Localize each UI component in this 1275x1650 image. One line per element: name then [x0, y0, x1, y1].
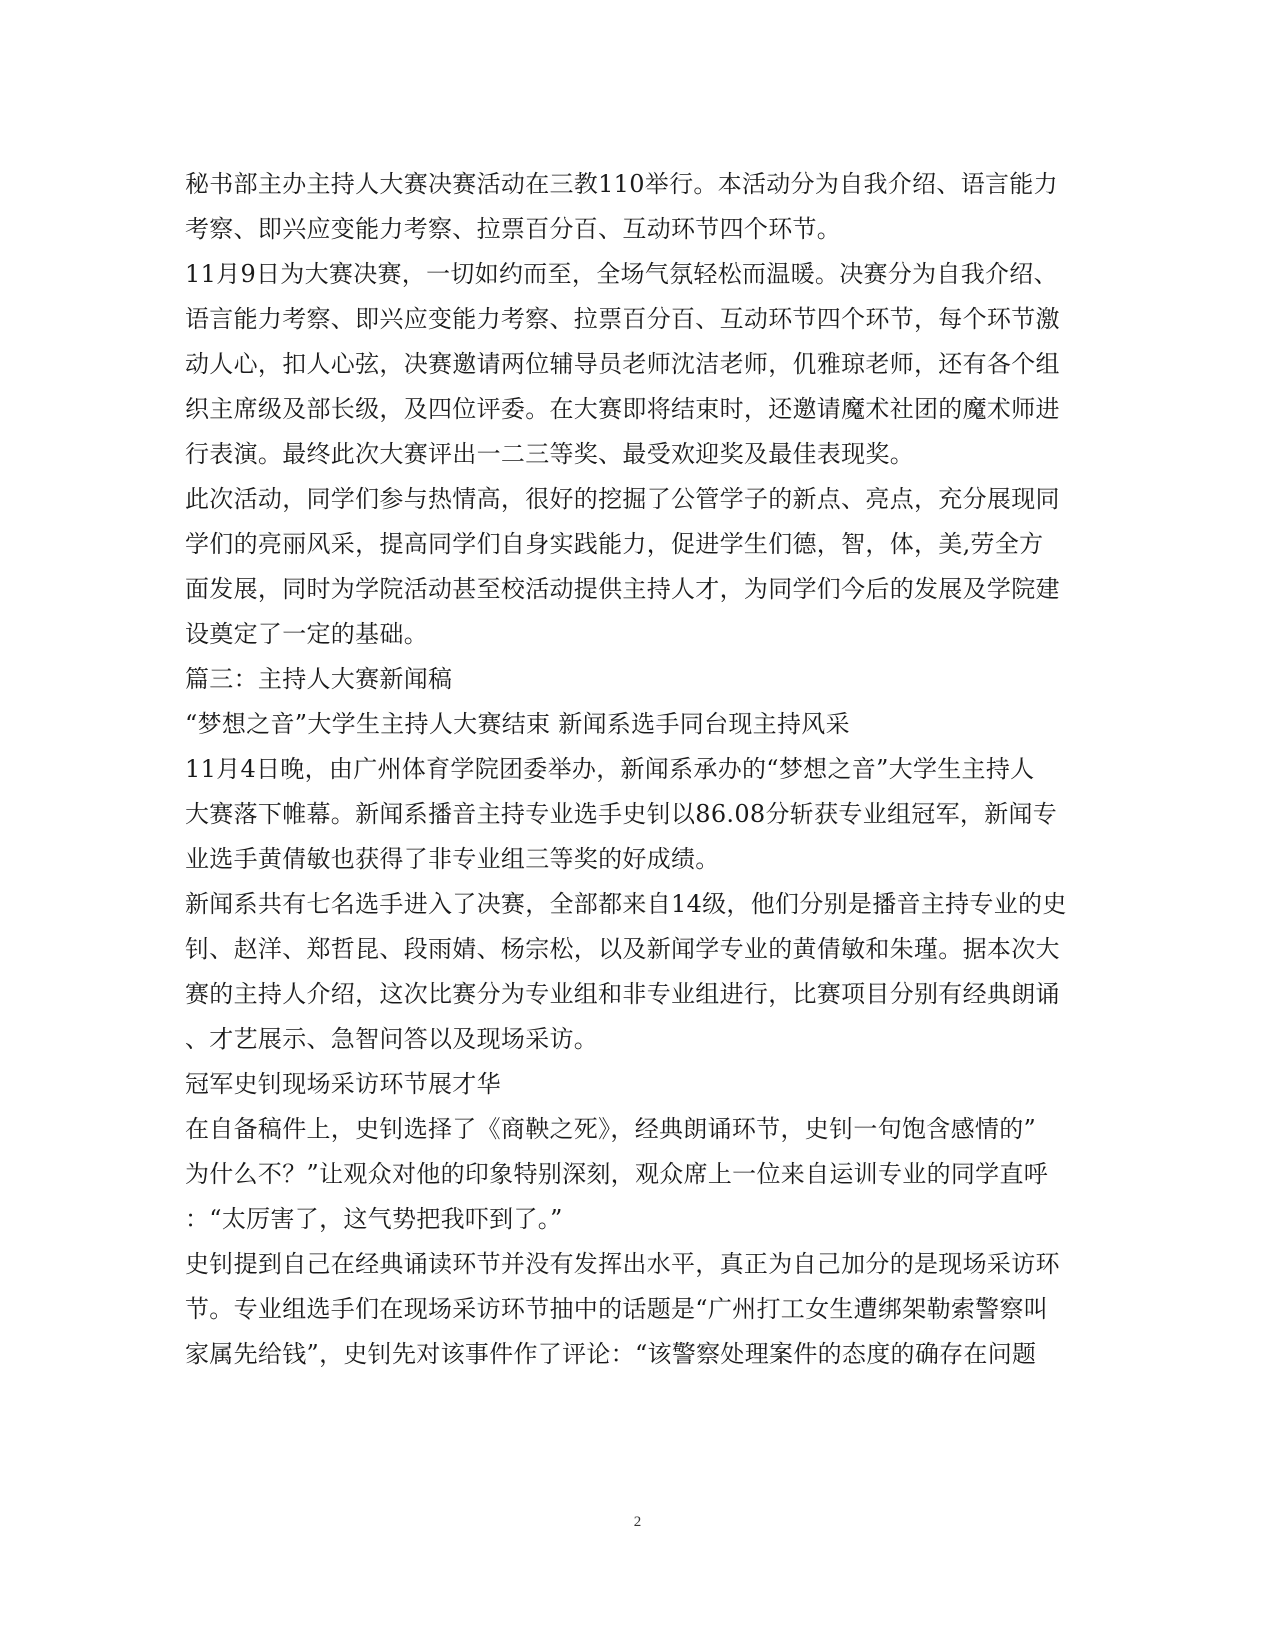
text-line: 11月4日晚，由广州体育学院团委举办，新闻系承办的“梦想之音”大学生主持人 — [185, 755, 1035, 783]
section-heading: 篇三：主持人大赛新闻稿 — [185, 665, 453, 693]
subheading: 冠军史钊现场采访环节展才华 — [185, 1070, 501, 1098]
text-line: 、才艺展示、急智问答以及现场采访。 — [185, 1025, 599, 1053]
text-line: 新闻系共有七名选手进入了决赛，全部都来自14级，他们分别是播音主持专业的史 — [185, 890, 1067, 918]
text-line: 此次活动，同学们参与热情高，很好的挖掘了公管学子的新点、亮点，充分展现同 — [185, 485, 1060, 513]
text-line: 织主席级及部长级，及四位评委。在大赛即将结束时，还邀请魔术社团的魔术师进 — [185, 395, 1060, 423]
text-line: 面发展，同时为学院活动甚至校活动提供主持人才，为同学们今后的发展及学院建 — [185, 575, 1060, 603]
text-line: 节。专业组选手们在现场采访环节抽中的话题是“广州打工女生遭绑架勒索警察叫 — [185, 1295, 1049, 1323]
text-line: 业选手黄倩敏也获得了非专业组三等奖的好成绩。 — [185, 845, 720, 873]
text-line: 设奠定了一定的基础。 — [185, 620, 428, 648]
text-line: 考察、即兴应变能力考察、拉票百分百、互动环节四个环节。 — [185, 215, 842, 243]
text-line: 行表演。最终此次大赛评出一二三等奖、最受欢迎奖及最佳表现奖。 — [185, 440, 914, 468]
text-line: 为什么不？”让观众对他的印象特别深刻，观众席上一位来自运训专业的同学直呼 — [185, 1160, 1049, 1188]
text-line: 学们的亮丽风采，提高同学们自身实践能力，促进学生们德，智，体，美,劳全方 — [185, 530, 1044, 558]
page-number: 2 — [633, 1514, 642, 1530]
text-line: 史钊提到自己在经典诵读环节并没有发挥出水平，真正为自己加分的是现场采访环 — [185, 1250, 1060, 1278]
text-line: 语言能力考察、即兴应变能力考察、拉票百分百、互动环节四个环节，每个环节激 — [185, 305, 1060, 333]
text-line: 大赛落下帷幕。新闻系播音主持专业选手史钊以86.08分斩获专业组冠军，新闻专 — [185, 800, 1058, 828]
article-title: “梦想之音”大学生主持人大赛结束 新闻系选手同台现主持风采 — [185, 710, 850, 738]
text-line: 家属先给钱”，史钊先对该事件作了评论：“该警察处理案件的态度的确存在问题 — [185, 1340, 1037, 1368]
text-line: 秘书部主办主持人大赛决赛活动在三教110举行。本活动分为自我介绍、语言能力 — [185, 170, 1058, 198]
document-body — [185, 162, 1085, 1377]
text-line: 在自备稿件上，史钊选择了《商鞅之死》，经典朗诵环节，史钊一句饱含感情的” — [185, 1115, 1037, 1143]
text-line: 动人心，扣人心弦，决赛邀请两位辅导员老师沈洁老师，仉雅琼老师，还有各个组 — [185, 350, 1060, 378]
text-line: 钊、赵洋、郑哲昆、段雨婧、杨宗松，以及新闻学专业的黄倩敏和朱瑾。据本次大 — [185, 935, 1060, 963]
text-line: 11月9日为大赛决赛，一切如约而至，全场气氛轻松而温暖。决赛分为自我介绍、 — [185, 260, 1058, 288]
text-line: 赛的主持人介绍，这次比赛分为专业组和非专业组进行，比赛项目分别有经典朗诵 — [185, 980, 1060, 1008]
text-line: ：“太厉害了，这气势把我吓到了。” — [185, 1205, 563, 1233]
